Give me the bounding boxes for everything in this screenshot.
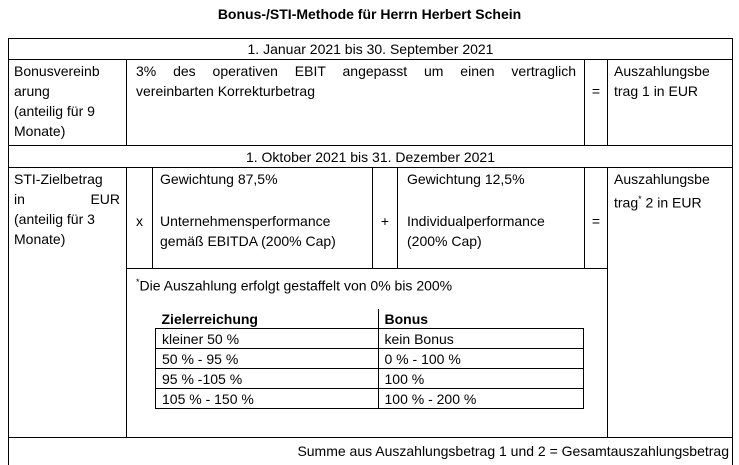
- period2-result: Auszahlungsbe trag* 2 in EUR: [614, 171, 710, 211]
- table-row: 95 % -105 % 100 %: [156, 369, 584, 389]
- header-target-achievement: Zielerreichung: [156, 309, 379, 329]
- plus-sign: +: [380, 213, 390, 229]
- period2-heading: 1. Oktober 2021 bis 31. Dezember 2021: [245, 149, 496, 165]
- table-row: 105 % - 150 % 100 % - 200 %: [156, 389, 584, 409]
- table-row: kleiner 50 % kein Bonus: [156, 329, 584, 349]
- period1-label: Bonusvereinb arung (anteilig für 9 Monate): [14, 63, 100, 139]
- period2-label: STI-Zielbetrag in EUR (anteilig für 3 Monate): [14, 171, 120, 247]
- weight-company-performance: Gewichtung 87,5%: [160, 171, 278, 187]
- company-performance: Unternehmensperformance gemäß EBITDA (200% Cap): [160, 213, 336, 249]
- period2-equals-sign: =: [591, 213, 601, 229]
- weight-individual-performance: Gewichtung 12,5%: [407, 171, 525, 187]
- period1-result: Auszahlungsbe trag 1 in EUR: [614, 63, 710, 99]
- document-title: Bonus-/STI-Methode für Herrn Herbert Schein: [217, 6, 522, 22]
- footnote-marker: *: [638, 194, 642, 204]
- period1-heading: 1. Januar 2021 bis 30. September 2021: [247, 41, 494, 57]
- footnote: *Die Auszahlung erfolgt gestaffelt von 0% bis 200%: [136, 277, 453, 294]
- bonus-table-header: [156, 309, 584, 329]
- individual-performance: Individualperformance (200% Cap): [407, 213, 545, 249]
- period1-description: 3% des operativen EBIT angepasst um einen vertraglich vereinbarten Korrekturbetrag: [136, 63, 576, 99]
- period1-equals-sign: =: [591, 83, 601, 99]
- bonus-table: [155, 309, 584, 409]
- table-row: 50 % - 95 % 0 % - 100 %: [156, 349, 584, 369]
- multiply-sign: x: [136, 213, 143, 229]
- summary-line: Summe aus Auszahlungsbetrag 1 und 2 = Gesamtauszahlungsbetrag: [297, 443, 729, 459]
- header-bonus: Bonus: [378, 309, 584, 329]
